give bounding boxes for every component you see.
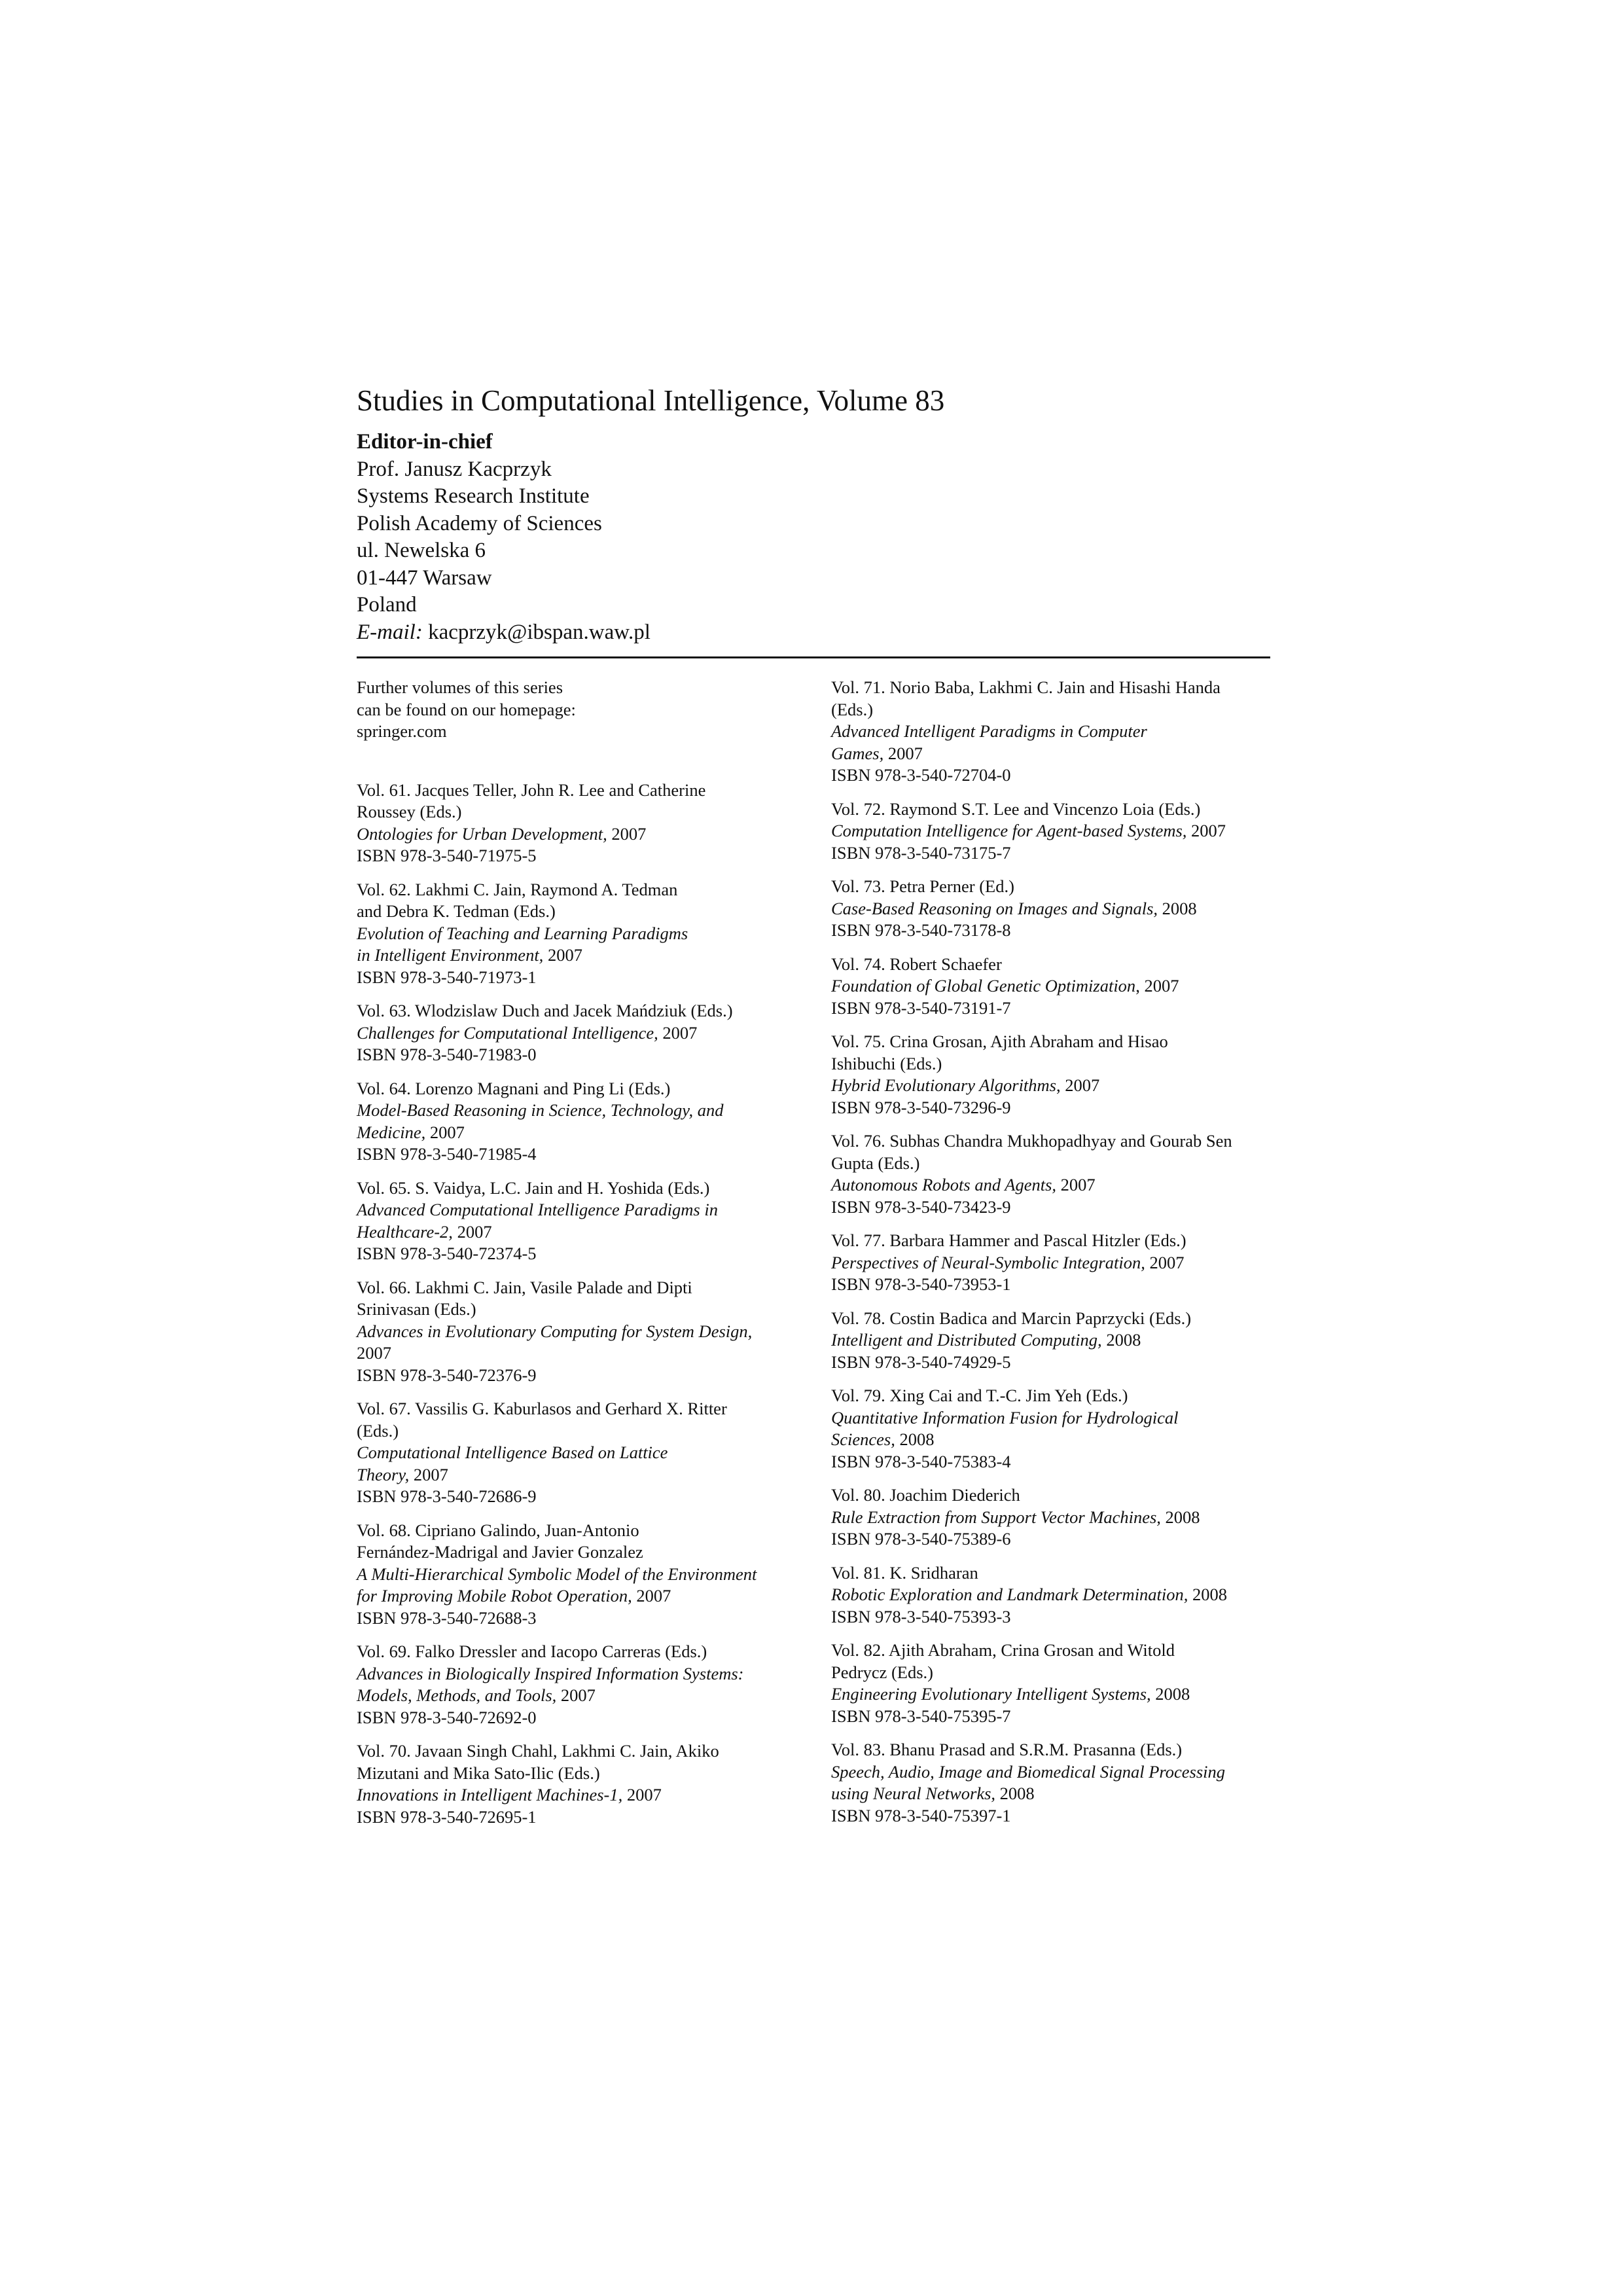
volume-title: Model-Based Reasoning in Science, Technology, and bbox=[357, 1100, 724, 1120]
volume-title: using Neural Networks, bbox=[831, 1784, 996, 1803]
volume-title: Challenges for Computational Intelligence, bbox=[357, 1022, 658, 1043]
volume-entry bbox=[357, 1398, 808, 1508]
editor-block bbox=[357, 429, 1273, 646]
volume-title: Autonomous Robots and Agents, bbox=[831, 1175, 1057, 1194]
volume-year: 2007 bbox=[556, 1685, 596, 1705]
volume-title: Intelligent and Distributed Computing, bbox=[831, 1330, 1102, 1350]
volume-title-line bbox=[831, 975, 1283, 997]
volume-editors: Srinivasan (Eds.) bbox=[357, 1299, 476, 1319]
volume-title-line bbox=[831, 1584, 1283, 1606]
volume-title: Case-Based Reasoning on Images and Signals, bbox=[831, 898, 1158, 918]
volume-title-line bbox=[357, 1464, 808, 1486]
volume-title-line bbox=[357, 1685, 808, 1707]
volume-isbn: ISBN 978-3-540-75389-6 bbox=[831, 1529, 1011, 1549]
volume-editors: Vol. 77. Barbara Hammer and Pascal Hitzler (Eds.) bbox=[831, 1230, 1186, 1250]
volume-entry bbox=[357, 879, 808, 989]
volume-year: , 2007 bbox=[1135, 976, 1179, 996]
volume-entry bbox=[357, 1078, 808, 1166]
volume-year: 2008 bbox=[1160, 1507, 1200, 1527]
editor-street: ul. Newelska 6 bbox=[357, 539, 486, 562]
volume-title-line bbox=[831, 1783, 1283, 1805]
volume-editors: Vol. 62. Lakhmi C. Jain, Raymond A. Tedman bbox=[357, 879, 678, 899]
volume-title-line bbox=[357, 1321, 808, 1343]
volume-title-line bbox=[831, 1075, 1283, 1097]
volume-title-line bbox=[831, 1507, 1283, 1529]
volume-editors: Vol. 81. K. Sridharan bbox=[831, 1562, 978, 1583]
volume-year: 2007 bbox=[1186, 821, 1226, 840]
volume-entry bbox=[357, 1520, 808, 1630]
volume-title: Evolution of Teaching and Learning Paradigms bbox=[357, 923, 688, 943]
volume-title: A Multi-Hierarchical Symbolic Model of the Environment bbox=[357, 1564, 757, 1584]
volume-editors: Vol. 61. Jacques Teller, John R. Lee and Catherine bbox=[357, 780, 706, 800]
volume-year: 2008 bbox=[1158, 898, 1197, 918]
volume-title: in Intelligent Environment, bbox=[357, 945, 544, 965]
volume-year: 2008 bbox=[1188, 1585, 1228, 1604]
volume-entry bbox=[357, 1277, 808, 1387]
volume-title: Sciences, bbox=[831, 1429, 895, 1449]
volume-year: 2008 bbox=[895, 1429, 935, 1449]
volume-editors: Vol. 79. Xing Cai and T.-C. Jim Yeh (Eds.) bbox=[831, 1386, 1128, 1405]
series-intro bbox=[357, 677, 808, 743]
volume-isbn: ISBN 978-3-540-72374-5 bbox=[357, 1244, 537, 1263]
volume-isbn: ISBN 978-3-540-71973-1 bbox=[357, 967, 537, 987]
volume-title: Perspectives of Neural-Symbolic Integration, bbox=[831, 1252, 1145, 1272]
volume-editors: Vol. 71. Norio Baba, Lakhmi C. Jain and Hisashi Handa bbox=[831, 677, 1221, 697]
email-label: E-mail: bbox=[357, 620, 423, 644]
volume-title: Computational Intelligence Based on Lattice bbox=[357, 1443, 668, 1462]
volume-entry bbox=[831, 954, 1283, 1020]
volume-editors: Fernández-Madrigal and Javier Gonzalez bbox=[357, 1542, 643, 1562]
volume-editors: Mizutani and Mika Sato-Ilic (Eds.) bbox=[357, 1763, 600, 1783]
volume-title-line bbox=[831, 898, 1283, 920]
volume-isbn: ISBN 978-3-540-71983-0 bbox=[357, 1045, 537, 1064]
volume-title-line bbox=[831, 743, 1283, 765]
volume-editors: Vol. 73. Petra Perner (Ed.) bbox=[831, 876, 1014, 896]
volume-title: Rule Extraction from Support Vector Machines, bbox=[831, 1507, 1161, 1527]
volume-isbn: ISBN 978-3-540-75383-4 bbox=[831, 1451, 1011, 1471]
volume-title-line bbox=[831, 1252, 1283, 1274]
volume-title: Advances in Biologically Inspired Information Systems: bbox=[357, 1663, 744, 1683]
volume-isbn: ISBN 978-3-540-73423-9 bbox=[831, 1196, 1011, 1217]
volume-isbn: ISBN 978-3-540-72692-0 bbox=[357, 1707, 537, 1727]
volume-title: Models, Methods, and Tools, bbox=[357, 1685, 557, 1705]
volume-entry bbox=[831, 1130, 1283, 1218]
volume-title-line bbox=[357, 1663, 808, 1685]
volume-isbn: ISBN 978-3-540-71975-5 bbox=[357, 846, 537, 865]
left-column bbox=[357, 677, 808, 1840]
volume-editors: Vol. 64. Lorenzo Magnani and Ping Li (Eds.) bbox=[357, 1078, 671, 1098]
volume-isbn: ISBN 978-3-540-72376-9 bbox=[357, 1365, 537, 1385]
volume-entry bbox=[831, 798, 1283, 865]
volume-editors: Vol. 78. Costin Badica and Marcin Paprzycki (Eds.) bbox=[831, 1308, 1192, 1328]
volume-entry bbox=[831, 1739, 1283, 1827]
volume-title-line bbox=[831, 1683, 1283, 1706]
volume-title-line bbox=[357, 1442, 808, 1464]
volume-entry bbox=[831, 1230, 1283, 1296]
volume-title-line bbox=[831, 820, 1283, 842]
volume-entry bbox=[831, 1640, 1283, 1727]
volume-title: Medicine, bbox=[357, 1122, 426, 1142]
volume-editors: Vol. 66. Lakhmi C. Jain, Vasile Palade and Dipti bbox=[357, 1277, 692, 1297]
editor-email bbox=[357, 619, 1273, 647]
volume-isbn: ISBN 978-3-540-75397-1 bbox=[831, 1805, 1011, 1825]
volume-editors: Vol. 69. Falko Dressler and Iacopo Carreras (Eds.) bbox=[357, 1641, 707, 1661]
volume-title-line bbox=[357, 1100, 808, 1122]
volume-editors: Vol. 65. S. Vaidya, L.C. Jain and H. Yoshida (Eds.) bbox=[357, 1177, 710, 1198]
volume-year: 2007 bbox=[632, 1586, 671, 1605]
volume-entry bbox=[357, 1177, 808, 1265]
volume-isbn: ISBN 978-3-540-72686-9 bbox=[357, 1486, 537, 1506]
volume-title: Computation Intelligence for Agent-based Systems, bbox=[831, 821, 1187, 840]
volume-title: Engineering Evolutionary Intelligent Systems, bbox=[831, 1684, 1151, 1704]
volume-isbn: ISBN 978-3-540-74929-5 bbox=[831, 1352, 1011, 1372]
volume-entry bbox=[357, 1641, 808, 1729]
volume-year: 2007 bbox=[543, 945, 582, 965]
volume-entry bbox=[831, 677, 1283, 787]
volume-year: 2008 bbox=[1101, 1330, 1141, 1350]
volume-title-line bbox=[357, 1585, 808, 1607]
volume-title: Games, bbox=[831, 743, 884, 763]
series-page bbox=[357, 383, 1273, 1827]
volume-title-line bbox=[831, 1174, 1283, 1196]
editor-academy: Polish Academy of Sciences bbox=[357, 511, 602, 535]
volume-title: Advanced Intelligent Paradigms in Computer bbox=[831, 721, 1147, 741]
editor-city: 01-447 Warsaw bbox=[357, 565, 492, 590]
intro-line: can be found on our homepage: bbox=[357, 699, 576, 719]
volume-isbn: ISBN 978-3-540-72695-1 bbox=[357, 1806, 537, 1827]
editor-institute: Systems Research Institute bbox=[357, 484, 590, 508]
series-title: Studies in Computational Intelligence, Volume 83 bbox=[357, 384, 945, 417]
volume-editors: Vol. 72. Raymond S.T. Lee and Vincenzo Loia (Eds.) bbox=[831, 798, 1201, 819]
volume-isbn: ISBN 978-3-540-75393-3 bbox=[831, 1606, 1011, 1626]
volume-title: Theory, bbox=[357, 1464, 410, 1484]
volume-title-line bbox=[357, 823, 808, 846]
volume-editors: (Eds.) bbox=[357, 1420, 399, 1441]
volume-title: Ontologies for Urban Development, bbox=[357, 823, 607, 844]
volume-isbn: ISBN 978-3-540-73953-1 bbox=[831, 1274, 1011, 1294]
volume-editors: Vol. 74. Robert Schaefer bbox=[831, 954, 1002, 974]
volume-title-line bbox=[831, 1429, 1283, 1451]
editor-name: Prof. Janusz Kacprzyk bbox=[357, 457, 552, 481]
volume-title-line bbox=[831, 1329, 1283, 1352]
volume-title-line bbox=[357, 1221, 808, 1244]
volume-isbn: ISBN 978-3-540-73191-7 bbox=[831, 997, 1011, 1018]
volume-title: Innovations in Intelligent Machines-1, bbox=[357, 1785, 623, 1804]
volume-editors: Vol. 76. Subhas Chandra Mukhopadhyay and Gourab Sen bbox=[831, 1131, 1232, 1151]
volume-year: 2007 bbox=[1145, 1252, 1185, 1272]
volume-year: 2007 bbox=[658, 1022, 698, 1043]
volume-editors: Ishibuchi (Eds.) bbox=[831, 1053, 942, 1073]
volume-title: for Improving Mobile Robot Operation, bbox=[357, 1586, 632, 1605]
volume-title: Foundation of Global Genetic Optimization bbox=[831, 976, 1136, 996]
volume-title-line bbox=[831, 1761, 1283, 1784]
volume-title: Quantitative Information Fusion for Hydrological bbox=[831, 1407, 1179, 1427]
volume-title-line bbox=[357, 1199, 808, 1221]
intro-line: springer.com bbox=[357, 721, 447, 741]
volume-editors: Vol. 70. Javaan Singh Chahl, Lakhmi C. Jain, Akiko bbox=[357, 1741, 719, 1761]
volume-entry bbox=[831, 1484, 1283, 1551]
volume-year: , 2007 bbox=[1056, 1075, 1100, 1095]
volume-title-line bbox=[357, 1022, 808, 1045]
volume-isbn: ISBN 978-3-540-71985-4 bbox=[357, 1144, 537, 1164]
volume-editors: Gupta (Eds.) bbox=[831, 1153, 920, 1173]
volume-editors: Vol. 83. Bhanu Prasad and S.R.M. Prasanna (Eds.) bbox=[831, 1740, 1183, 1759]
volume-entry bbox=[831, 876, 1283, 942]
volume-year: 2007 bbox=[883, 743, 923, 763]
volume-entry bbox=[831, 1385, 1283, 1473]
volume-isbn: ISBN 978-3-540-73175-7 bbox=[831, 842, 1011, 863]
email-value: kacprzyk@ibspan.waw.pl bbox=[422, 620, 651, 644]
volume-year: 2007 bbox=[1056, 1175, 1096, 1194]
volume-isbn: ISBN 978-3-540-73296-9 bbox=[831, 1097, 1011, 1117]
volume-entry bbox=[357, 1740, 808, 1828]
volume-year: 2007 bbox=[607, 823, 647, 844]
volume-editors: Vol. 68. Cipriano Galindo, Juan-Antonio bbox=[357, 1520, 639, 1540]
intro-line: Further volumes of this series bbox=[357, 677, 563, 697]
volume-entry bbox=[831, 1031, 1283, 1119]
volume-entry bbox=[831, 1562, 1283, 1628]
volume-isbn: ISBN 978-3-540-75395-7 bbox=[831, 1706, 1011, 1726]
volume-editors: Vol. 80. Joachim Diederich bbox=[831, 1485, 1020, 1505]
volume-isbn: ISBN 978-3-540-72688-3 bbox=[357, 1607, 537, 1628]
header-divider bbox=[357, 656, 1270, 658]
volume-year: 2008 bbox=[1150, 1684, 1190, 1704]
volume-editors: Vol. 67. Vassilis G. Kaburlasos and Gerhard X. Ritter bbox=[357, 1399, 727, 1418]
volume-editors: Vol. 75. Crina Grosan, Ajith Abraham and Hisao bbox=[831, 1031, 1168, 1051]
right-column bbox=[831, 677, 1283, 1839]
volume-title: Speech, Audio, Image and Biomedical Signal Processing bbox=[831, 1761, 1226, 1782]
editor-heading: Editor-in-chief bbox=[357, 430, 493, 454]
volume-title: Advanced Computational Intelligence Paradigms in bbox=[357, 1200, 718, 1219]
volume-editors: Roussey (Eds.) bbox=[357, 802, 462, 821]
volume-isbn: ISBN 978-3-540-73178-8 bbox=[831, 920, 1011, 940]
volume-year: 2007 bbox=[425, 1122, 465, 1142]
volume-title-line bbox=[831, 721, 1283, 743]
volume-year: 2007 bbox=[409, 1464, 448, 1484]
volume-title-line bbox=[357, 923, 808, 945]
volume-title-line bbox=[357, 1122, 808, 1144]
volume-year: 2007 bbox=[357, 1343, 391, 1363]
volume-editors: and Debra K. Tedman (Eds.) bbox=[357, 901, 556, 921]
volume-title: Hybrid Evolutionary Algorithms bbox=[831, 1075, 1056, 1095]
volume-title-line bbox=[357, 1784, 808, 1806]
volume-title: Healthcare-2, bbox=[357, 1221, 453, 1242]
volume-year: 2008 bbox=[995, 1784, 1035, 1803]
volume-title: Robotic Exploration and Landmark Determination, bbox=[831, 1585, 1188, 1604]
volume-isbn: ISBN 978-3-540-72704-0 bbox=[831, 765, 1011, 785]
volume-editors: (Eds.) bbox=[831, 699, 874, 719]
volume-entry bbox=[357, 1000, 808, 1066]
editor-country: Poland bbox=[357, 593, 417, 617]
volume-title-line bbox=[831, 1407, 1283, 1429]
volume-editors: Pedrycz (Eds.) bbox=[831, 1662, 933, 1682]
volume-title-line bbox=[357, 1564, 808, 1586]
volume-editors: Vol. 82. Ajith Abraham, Crina Grosan and Witold bbox=[831, 1640, 1175, 1660]
volume-year: 2007 bbox=[452, 1221, 492, 1242]
volume-entry bbox=[831, 1308, 1283, 1374]
volume-title-line bbox=[357, 944, 808, 967]
volume-editors: Vol. 63. Wlodzislaw Duch and Jacek Mańdziuk (Eds.) bbox=[357, 1001, 733, 1020]
volume-year: 2007 bbox=[622, 1785, 662, 1804]
volume-entry bbox=[357, 780, 808, 867]
volume-title: Advances in Evolutionary Computing for System Design, bbox=[357, 1321, 753, 1341]
